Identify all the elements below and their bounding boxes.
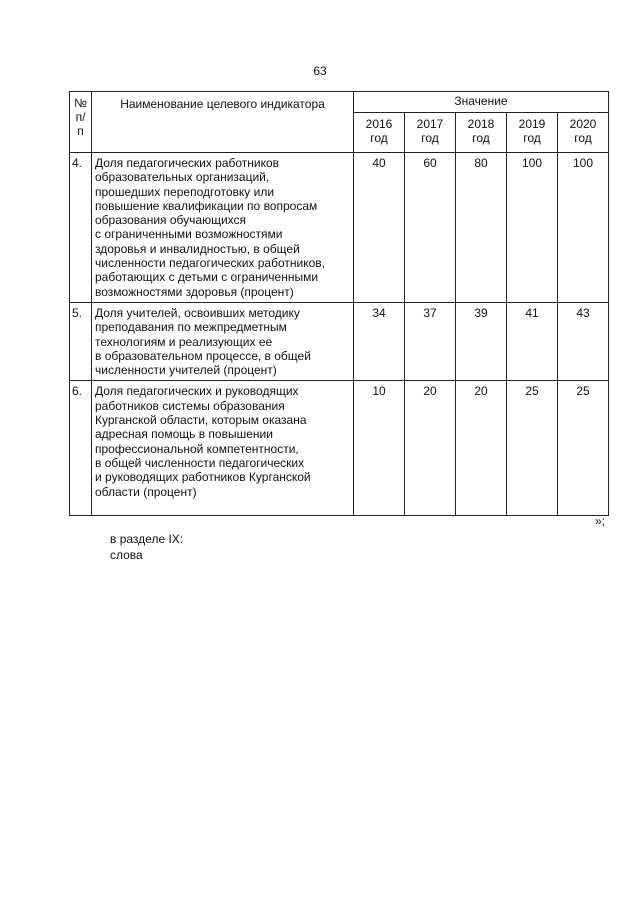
value-cell: 41 [507, 302, 558, 380]
name-line: области (процент) [95, 484, 197, 499]
year-cell [354, 113, 405, 153]
year-label: 2017 [416, 117, 444, 131]
value-cell: 100 [507, 153, 558, 303]
header-num-3: п [77, 124, 84, 138]
indicator-table [69, 91, 609, 516]
table-row [70, 153, 609, 303]
year-label: 2020 [569, 117, 597, 131]
value-cell: 25 [558, 381, 609, 516]
name-line: образования обучающихся [95, 213, 247, 228]
name-line: в образовательном процессе, в общей [95, 348, 311, 363]
header-row [70, 92, 609, 113]
table-row [70, 381, 609, 516]
name-line: численности педагогических работников, [95, 256, 325, 271]
name-line: прошедших переподготовку или [95, 184, 275, 199]
header-name: Наименование целевого индикатора [92, 92, 354, 153]
words-label: слова [110, 548, 143, 562]
value-cell: 39 [456, 302, 507, 380]
year-cell [456, 113, 507, 153]
value-cell: 80 [456, 153, 507, 303]
row-number: 5. [70, 302, 92, 380]
name-line: Курганской области, которым оказана [95, 413, 307, 428]
name-line: возможностями здоровья (процент) [95, 284, 294, 299]
header-num-2: п/ [75, 110, 86, 124]
name-line: в общей численности педагогических [95, 455, 305, 470]
header-num-1: № [74, 96, 87, 110]
year-unit: год [523, 131, 541, 145]
name-line: адресная помощь в повышении [95, 427, 273, 442]
value-cell: 100 [558, 153, 609, 303]
value-cell: 37 [405, 302, 456, 380]
year-cell [405, 113, 456, 153]
header-num-cell [70, 92, 92, 153]
year-unit: год [421, 131, 439, 145]
year-cell [558, 113, 609, 153]
name-line: профессиональной компетентности, [95, 441, 299, 456]
year-label: 2016 [365, 117, 393, 131]
value-cell: 25 [507, 381, 558, 516]
name-line: с ограниченными возможностями [95, 227, 283, 242]
name-line: технологиям и реализующих ее [95, 334, 273, 349]
section-reference: в разделе IX: [110, 532, 184, 546]
header-value: Значение [354, 92, 609, 113]
name-line: работников системы образования [95, 398, 285, 413]
name-line: преподавания по межпредметным [95, 320, 287, 335]
value-cell: 20 [405, 381, 456, 516]
value-cell: 20 [456, 381, 507, 516]
year-unit: год [472, 131, 490, 145]
value-cell: 43 [558, 302, 609, 380]
value-cell: 60 [405, 153, 456, 303]
year-unit: год [574, 131, 592, 145]
table-row [70, 302, 609, 380]
name-line: Доля педагогических работников [95, 156, 280, 170]
year-unit: год [370, 131, 388, 145]
year-label: 2018 [467, 117, 495, 131]
closing-quote: »; [595, 514, 606, 528]
value-cell: 10 [354, 381, 405, 516]
year-label: 2019 [518, 117, 546, 131]
name-line: Доля педагогических и руководящих [95, 384, 299, 399]
name-line: Доля учителей, освоивших методику [95, 305, 300, 320]
indicator-name [92, 381, 354, 516]
name-line: повышение квалификации по вопросам [95, 198, 318, 213]
name-line: образовательных организаций, [95, 170, 270, 185]
value-cell: 40 [354, 153, 405, 303]
page-number: 63 [313, 64, 327, 78]
name-line: численности учителей (процент) [95, 363, 277, 378]
year-cell [507, 113, 558, 153]
row-number: 6. [70, 381, 92, 516]
row-number: 4. [70, 153, 92, 303]
value-cell: 34 [354, 302, 405, 380]
name-line: и руководящих работников Курганской [95, 470, 311, 485]
indicator-name [92, 153, 354, 303]
name-line: здоровья и инвалидностью, в общей [95, 241, 300, 256]
name-line: работающих с детьми с ограниченными [95, 270, 319, 285]
indicator-name [92, 302, 354, 380]
